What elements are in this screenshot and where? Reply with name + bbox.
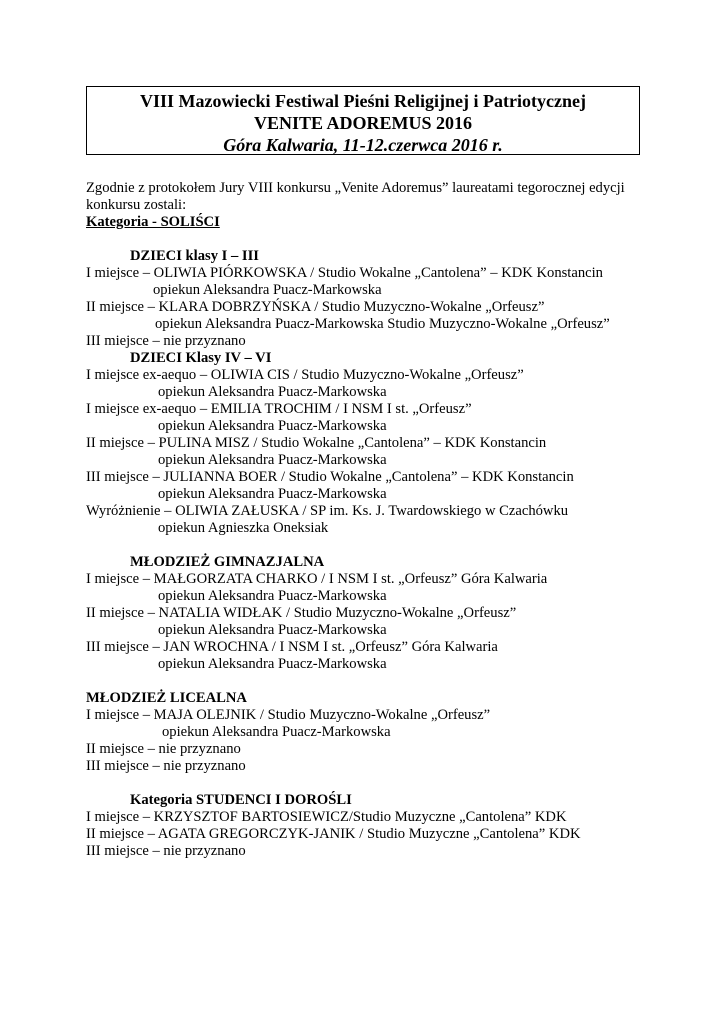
result-line: II miejsce – AGATA GREGORCZYK-JANIK / Studio Muzyczne „Cantolena” KDK <box>86 826 581 842</box>
tutor-line: opiekun Aleksandra Puacz-Markowska Studio Muzyczno-Wokalne „Orfeusz” <box>155 316 610 332</box>
tutor-line: opiekun Agnieszka Oneksiak <box>158 520 329 536</box>
tutor-line: opiekun Aleksandra Puacz-Markowska <box>158 486 387 502</box>
category-adults-heading: Kategoria STUDENCI I DOROŚLI <box>130 792 352 808</box>
tutor-line: opiekun Aleksandra Puacz-Markowska <box>158 656 387 672</box>
result-line: II miejsce – PULINA MISZ / Studio Wokalne „Cantolena” – KDK Konstancin <box>86 435 547 451</box>
intro-line-1: Zgodnie z protokołem Jury VIII konkursu „Venite Adoremus” laureatami tegorocznej edycji <box>86 180 625 196</box>
result-line: III miejsce – JAN WROCHNA / I NSM I st. „Orfeusz” Góra Kalwaria <box>86 639 498 655</box>
result-line: I miejsce ex-aequo – OLIWIA CIS / Studio Muzyczno-Wokalne „Orfeusz” <box>86 367 524 383</box>
festival-subtitle: VENITE ADOREMUS 2016 <box>253 113 473 133</box>
result-line: I miejsce ex-aequo – EMILIA TROCHIM / I NSM I st. „Orfeusz” <box>86 401 472 417</box>
festival-place-date: Góra Kalwaria, 11-12.czerwca 2016 r. <box>223 135 503 155</box>
result-line: III miejsce – JULIANNA BOER / Studio Wokalne „Cantolena” – KDK Konstancin <box>86 469 574 485</box>
tutor-line: opiekun Aleksandra Puacz-Markowska <box>158 452 387 468</box>
result-line: I miejsce – KRZYSZTOF BARTOSIEWICZ/Studio Muzyczne „Cantolena” KDK <box>86 809 567 825</box>
result-line: I miejsce – MAJA OLEJNIK / Studio Muzyczno-Wokalne „Orfeusz” <box>86 707 491 723</box>
result-line: Wyróżnienie – OLIWIA ZAŁUSKA / SP im. Ks. J. Twardowskiego w Czachówku <box>86 503 569 519</box>
festival-title: VIII Mazowiecki Festiwal Pieśni Religijnej i Patriotycznej <box>140 91 586 111</box>
section-heading-dzieci-1-3: DZIECI klasy I – III <box>130 248 259 264</box>
category-soloists-heading: Kategoria - SOLIŚCI <box>86 214 220 230</box>
result-line: III miejsce – nie przyznano <box>86 333 246 349</box>
section-heading-gimnazjum: MŁODZIEŻ GIMNAZJALNA <box>130 554 325 570</box>
tutor-line: opiekun Aleksandra Puacz-Markowska <box>158 622 387 638</box>
section-heading-liceum: MŁODZIEŻ LICEALNA <box>86 690 247 706</box>
intro-line-2: konkursu zostali: <box>86 197 187 213</box>
title-box <box>86 86 640 155</box>
result-line: I miejsce – OLIWIA PIÓRKOWSKA / Studio Wokalne „Cantolena” – KDK Konstancin <box>86 265 603 281</box>
result-line: II miejsce – nie przyznano <box>86 741 241 757</box>
result-line: III miejsce – nie przyznano <box>86 758 246 774</box>
tutor-line: opiekun Aleksandra Puacz-Markowska <box>158 588 387 604</box>
result-line: I miejsce – MAŁGORZATA CHARKO / I NSM I st. „Orfeusz” Góra Kalwaria <box>86 571 548 587</box>
tutor-line: opiekun Aleksandra Puacz-Markowska <box>158 384 387 400</box>
section-heading-dzieci-4-6: DZIECI Klasy IV – VI <box>130 350 272 366</box>
result-line: III miejsce – nie przyznano <box>86 843 246 859</box>
result-line: II miejsce – NATALIA WIDŁAK / Studio Muzyczno-Wokalne „Orfeusz” <box>86 605 517 621</box>
tutor-line: opiekun Aleksandra Puacz-Markowska <box>158 418 387 434</box>
result-line: II miejsce – KLARA DOBRZYŃSKA / Studio Muzyczno-Wokalne „Orfeusz” <box>86 299 545 315</box>
tutor-line: opiekun Aleksandra Puacz-Markowska <box>153 282 382 298</box>
tutor-line: opiekun Aleksandra Puacz-Markowska <box>162 724 391 740</box>
